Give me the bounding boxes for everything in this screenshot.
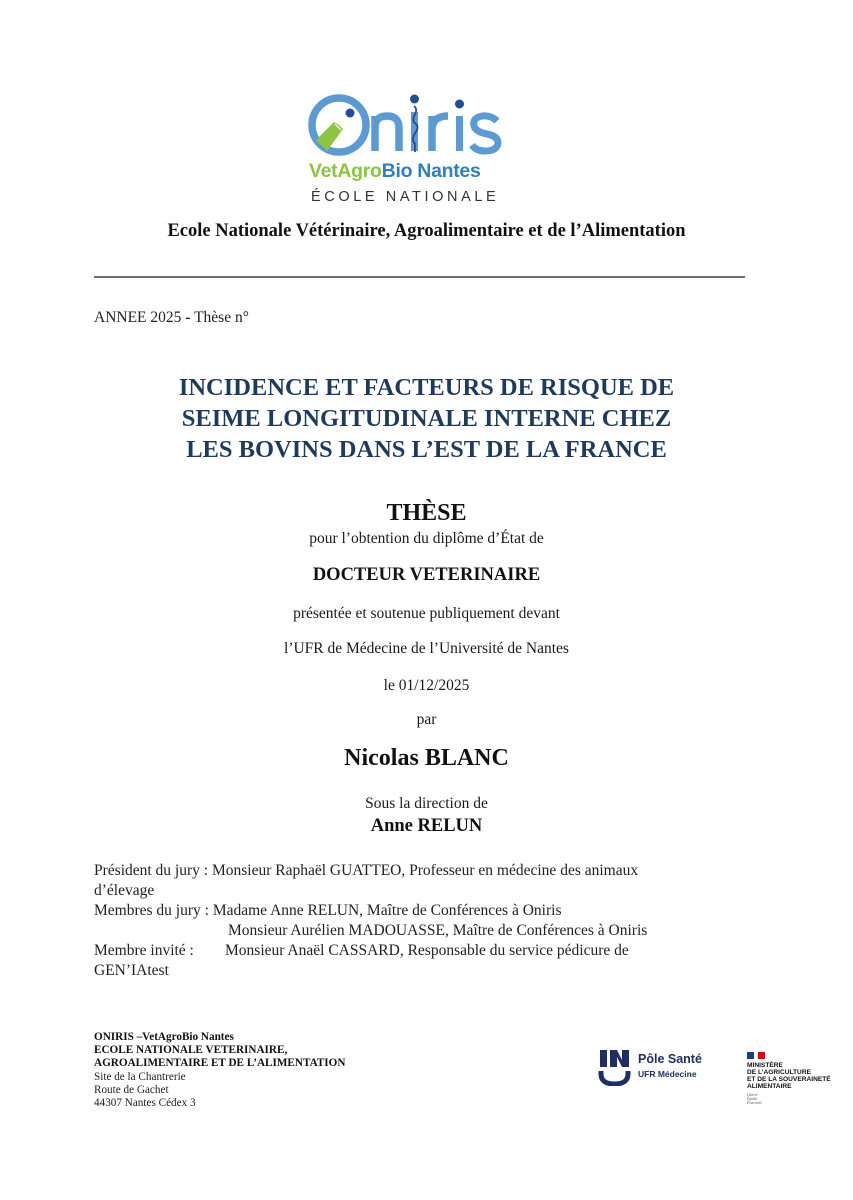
degree: DOCTEUR VETERINAIRE <box>312 565 541 585</box>
footer-line: Site de la Chantrerie <box>94 1070 186 1083</box>
pole-sante-logo <box>598 1048 718 1088</box>
presentee-text: présentée et soutenue publiquement devant <box>293 605 560 622</box>
footer-line: AGROALIMENTAIRE ET DE L’ALIMENTATION <box>94 1057 346 1070</box>
motto-line: Fraternité <box>747 1101 762 1105</box>
footer-line: ONIRIS –VetAgroBio Nantes <box>94 1031 234 1043</box>
ministere-line: ET DE LA SOUVERAINETÉ <box>747 1076 831 1083</box>
ufr-text: l’UFR de Médecine de l’Université de Nantes <box>284 640 569 657</box>
footer-line: ECOLE NATIONALE VETERINAIRE, <box>94 1044 288 1057</box>
author-name: Nicolas BLANC <box>344 745 509 771</box>
thesis-title <box>0 372 853 465</box>
pole-sante-sub: UFR Médecine <box>638 1069 697 1079</box>
defense-date: le 01/12/2025 <box>383 677 470 694</box>
invite-label: Membre invité : <box>94 942 194 959</box>
ministere-logo <box>747 1052 847 1112</box>
jury-invite <box>94 941 754 961</box>
membre-value: Madame Anne RELUN, Maître de Conférences à Oniris <box>212 902 562 919</box>
pole-sante-title: Pôle Santé <box>638 1052 702 1066</box>
jury-president <box>94 861 754 881</box>
pole-sante-mark-icon <box>598 1048 632 1086</box>
jury-section <box>94 861 754 981</box>
annee: ANNEE 2025 <box>94 309 182 326</box>
annee-line <box>94 309 249 327</box>
ministere-line: ALIMENTAIRE <box>747 1083 792 1090</box>
director-name: Anne RELUN <box>370 816 483 836</box>
ministere-text <box>747 1062 831 1090</box>
title-line: INCIDENCE ET FACTEURS DE RISQUE DE <box>178 374 675 401</box>
invite-continuation: GEN’IAtest <box>94 962 169 979</box>
membre-value: Monsieur Aurélien MADOUASSE, Maître de Conférences à Oniris <box>228 922 648 939</box>
motto-line: Égalité <box>747 1097 758 1101</box>
president-continuation: d’élevage <box>94 882 155 899</box>
ministere-line: MINISTÈRE <box>747 1062 783 1069</box>
vetagrobio-nantes-text <box>309 160 481 183</box>
pour-obtention: pour l’obtention du diplôme d’État de <box>309 530 544 547</box>
footer-line: Route de Gachet <box>94 1083 169 1096</box>
school-name: Ecole Nationale Vétérinaire, Agroalimentaire et de l’Alimentation <box>167 221 686 241</box>
footer-line: 44307 Nantes Cédex 3 <box>94 1097 196 1110</box>
sous-direction: Sous la direction de <box>365 795 488 812</box>
membres-label: Membres du jury : <box>94 902 209 919</box>
horizontal-divider <box>94 276 745 278</box>
jury-membres <box>94 901 754 921</box>
footer-address <box>94 1031 345 1110</box>
annee-dash: - <box>185 309 191 326</box>
title-line: LES BOVINS DANS L’EST DE LA FRANCE <box>186 436 667 463</box>
logo-tagline: ÉCOLE NATIONALE <box>311 189 500 205</box>
par-text: par <box>416 711 437 728</box>
republic-motto <box>747 1093 762 1105</box>
title-line: SEIME LONGITUDINALE INTERNE CHEZ <box>181 405 672 432</box>
president-label: Président du jury : <box>94 862 209 879</box>
motto-line: Liberté <box>747 1093 758 1097</box>
oniris-logo <box>305 88 520 213</box>
marianne-flag-icon <box>747 1052 767 1059</box>
president-value: Monsieur Raphaël GUATTEO, Professeur en médecine des animaux <box>211 862 639 879</box>
these-number: Thèse n° <box>194 309 249 326</box>
oniris-wordmark-icon <box>305 88 520 160</box>
logo-bio-nantes: Bio Nantes <box>381 160 481 182</box>
ministere-line: DE L’AGRICULTURE <box>747 1069 811 1076</box>
invite-value: Monsieur Anaël CASSARD, Responsable du service pédicure de <box>225 942 629 959</box>
these-label: THÈSE <box>386 500 467 526</box>
logo-vetagro: VetAgro <box>309 160 382 182</box>
